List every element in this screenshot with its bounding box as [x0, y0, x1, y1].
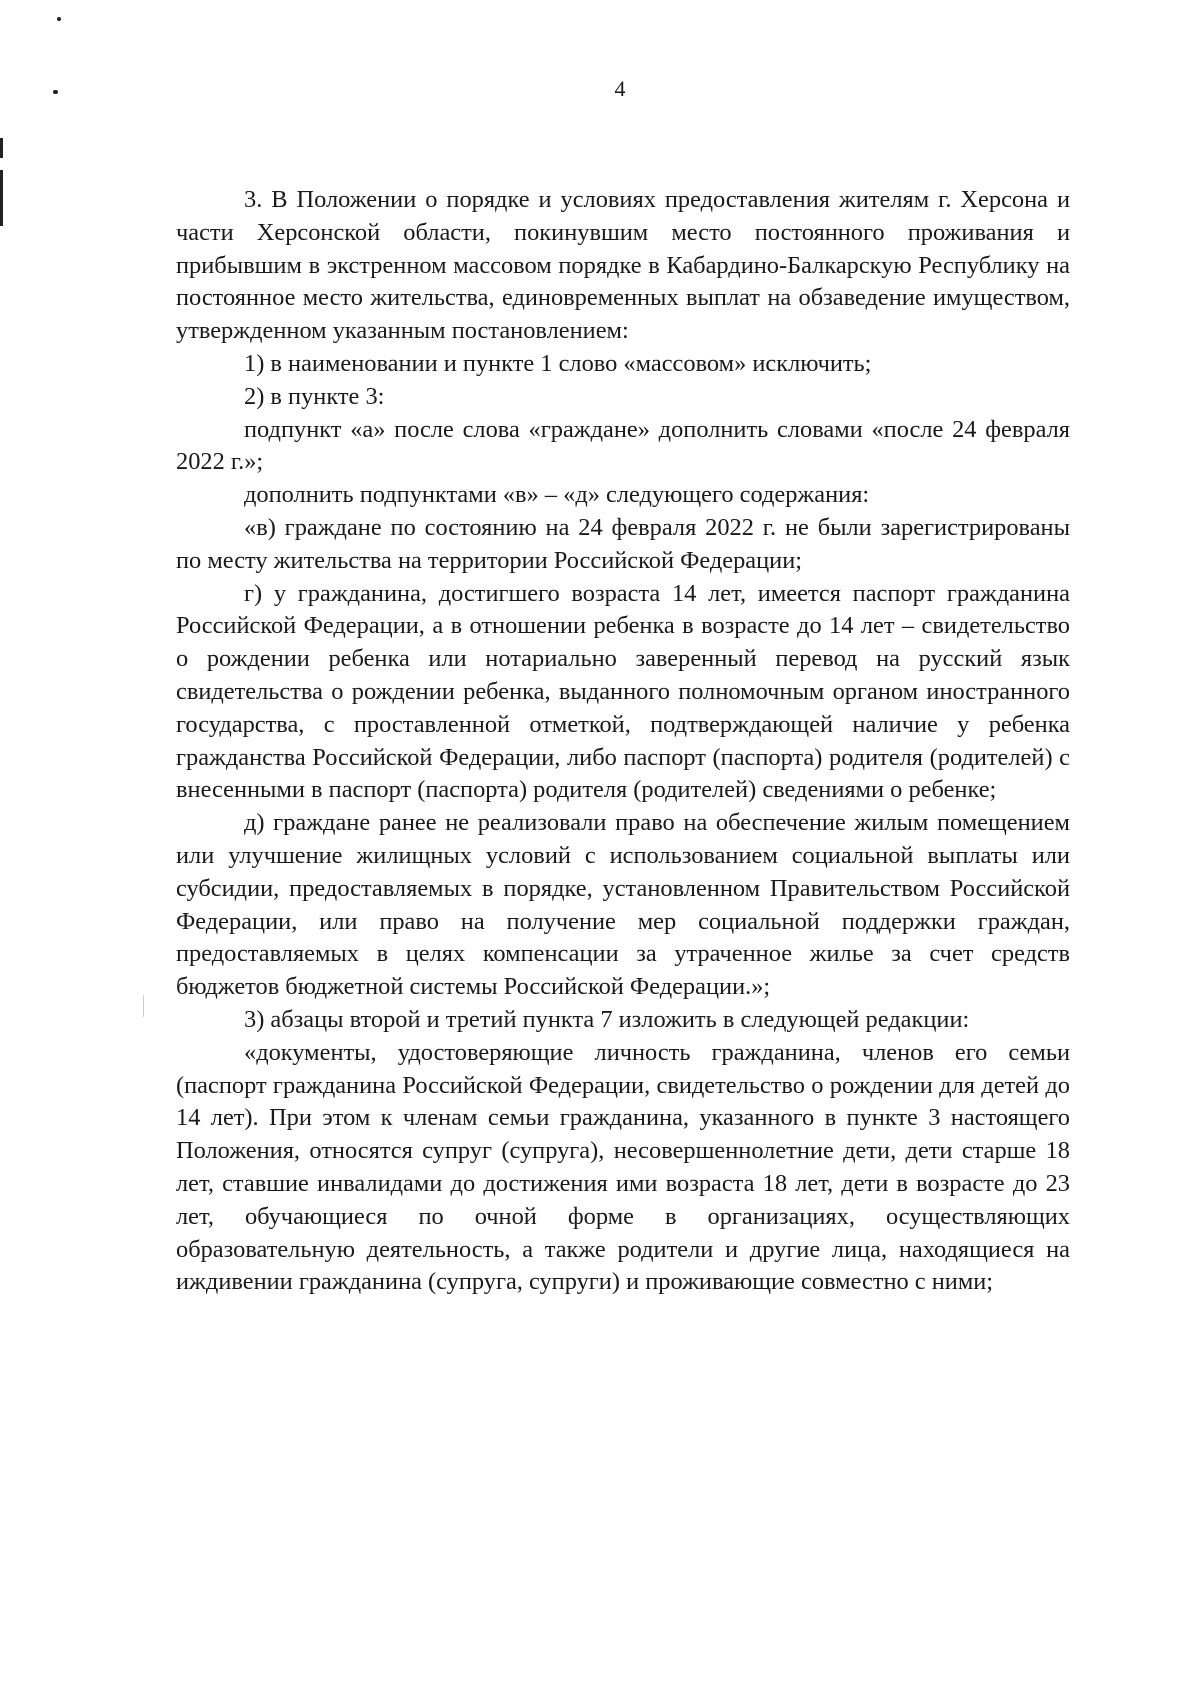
document-body: [176, 184, 1070, 1299]
paragraph-subpoint-a: подпункт «а» после слова «граждане» дополнить словами «после 24 февраля 2022 г.»;: [176, 415, 1070, 476]
paragraph-subpoint-v: «в) граждане по состоянию на 24 февраля 2022 г. не были зарегистрированы по месту жительства на территории Российской Федерации;: [176, 513, 1070, 574]
paragraph-documents: «документы, удостоверяющие личность гражданина, членов его семьи (паспорт гражданина Российской Федерации, свидетельство о рождении для детей до 14 лет). При этом к членам семьи гражданина, указанного в пункте 3 настоящего Положения, относятся супруг (супруга), несовершеннолетние дети, дети старше 18 лет, ставшие инвалидами до достижения ими возраста 18 лет, дети в возрасте до 23 лет, обучающиеся по очной форме в организациях, осуществляющих образовательную деятельность, а также родители и другие лица, находящиеся на иждивении гражданина (супруга, супруги) и проживающие совместно с ними;: [176, 1038, 1070, 1296]
paragraph-subitem-1: 1) в наименовании и пункте 1 слово «массовом» исключить;: [244, 349, 872, 377]
paragraph-add-subpoints: дополнить подпунктами «в» – «д» следующего содержания:: [244, 481, 870, 509]
scan-artifact-edge: [0, 170, 3, 226]
scan-artifact-edge: [0, 138, 3, 158]
paragraph-item-3: 3. В Положении о порядке и условиях предоставления жителям г. Херсона и части Херсонской области, покинувшим место постоянного проживания и прибывшим в экстренном массовом порядке в Кабардино-Балкарскую Республику на постоянное место жительства, единовременных выплат на обзаведение имуществом, утвержденном указанным постановлением:: [176, 186, 1070, 345]
scan-artifact-dot: [57, 17, 61, 21]
paragraph-subitem-3: 3) абзацы второй и третий пункта 7 изложить в следующей редакции:: [244, 1005, 970, 1033]
paragraph-subpoint-g: г) у гражданина, достигшего возраста 14 лет, имеется паспорт гражданина Российской Федерации, а в отношении ребенка в возрасте до 14 лет – свидетельство о рождении ребенка или нотариально заверенный перевод на русский язык свидетельства о рождении ребенка, выданного полномочным органом иностранного государства, с проставленной отметкой, подтверждающей наличие у ребенка гражданства Российской Федерации, либо паспорт (паспорта) родителя (родителей) с внесенными в паспорт (паспорта) родителя (родителей) сведениями о ребенке;: [176, 579, 1070, 804]
paragraph-subitem-2: 2) в пункте 3:: [244, 382, 385, 410]
page-number: 4: [614, 76, 626, 101]
paragraph-subpoint-d: д) граждане ранее не реализовали право на обеспечение жилым помещением или улучшение жилищных условий с использованием социальной выплаты или субсидии, предоставляемых в порядке, установленном Правительством Российской Федерации, или право на получение мер социальной поддержки граждан, предоставляемых в целях компенсации за утраченное жилье за счет средств бюджетов бюджетной системы Российской Федерации.»;: [176, 809, 1070, 1001]
scan-artifact-line: [143, 995, 144, 1017]
